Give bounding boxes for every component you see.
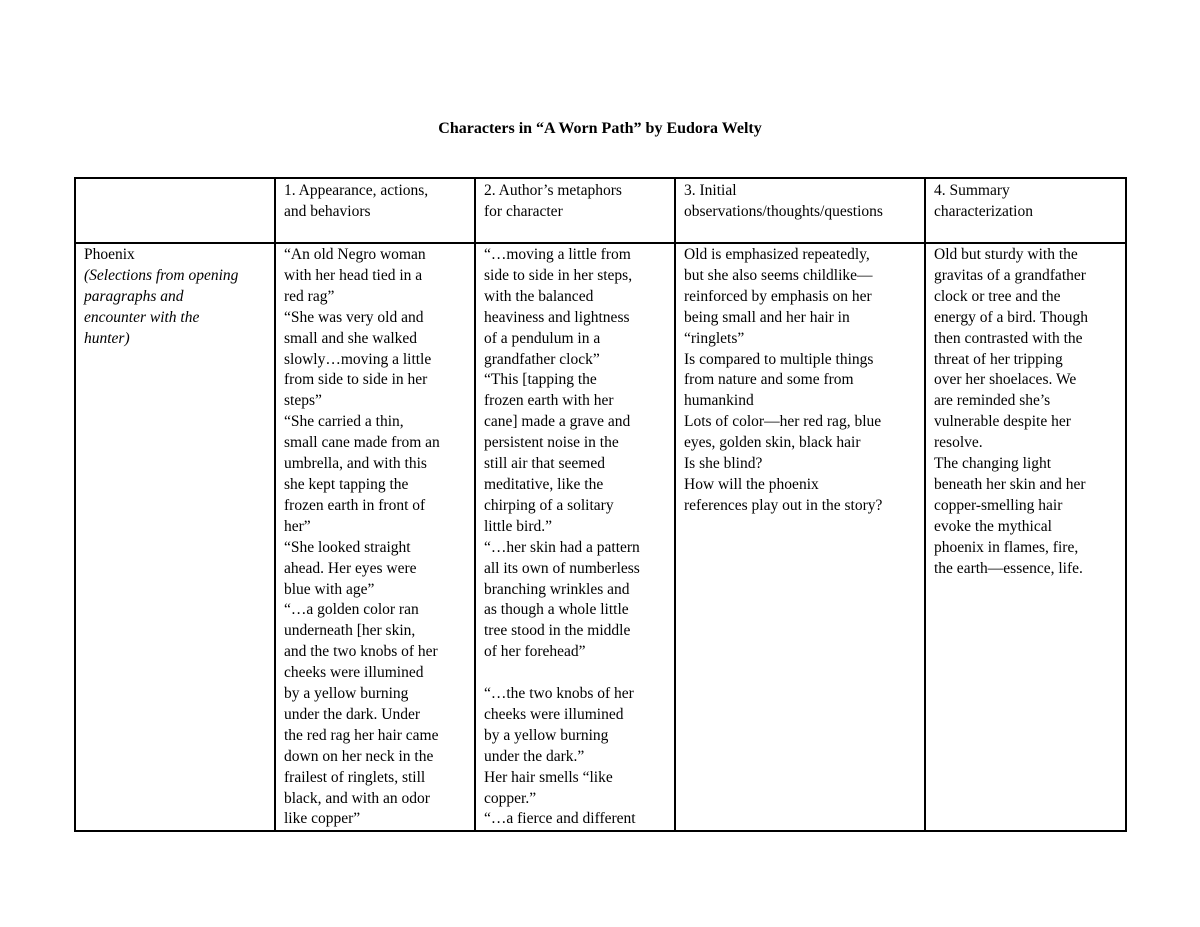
observation-line: How will the phoenix	[684, 475, 819, 493]
metaphor-line: “…her skin had a pattern	[484, 538, 640, 556]
summary-line: beneath her skin and her	[934, 475, 1086, 493]
character-name: Phoenix	[84, 246, 135, 263]
summary-line: evoke the mythical	[934, 517, 1052, 535]
summary-line: vulnerable despite her	[934, 413, 1071, 431]
metaphor-line: as though a whole little	[484, 601, 629, 619]
summary-line: The changing light	[934, 455, 1052, 473]
metaphor-line: still air that seemed	[484, 455, 605, 473]
summary-line: gravitas of a grandfather	[934, 266, 1086, 284]
metaphor-line: “…a fierce and different	[484, 810, 636, 828]
metaphor-line: “…moving a little from	[484, 246, 631, 263]
header-row	[75, 178, 1126, 243]
observation-line: Lots of color—her red rag, blue	[684, 413, 882, 431]
metaphor-line: by a yellow burning	[484, 726, 609, 744]
metaphor-line: frozen earth with her	[484, 392, 614, 410]
appearance-line: her”	[284, 517, 311, 535]
appearance-line: “She was very old and	[284, 308, 424, 326]
summary-line: then contrasted with the	[934, 329, 1083, 347]
character-name-cell	[75, 243, 275, 831]
appearance-line: small cane made from an	[284, 434, 440, 452]
metaphor-line: “This [tapping the	[484, 371, 597, 389]
header-cell-observations	[675, 178, 925, 243]
observation-line: but she also seems childlike—	[684, 266, 873, 284]
metaphor-line: chirping of a solitary	[484, 496, 614, 514]
header-line: observations/thoughts/questions	[684, 202, 883, 220]
note-line: encounter with the	[84, 308, 200, 326]
appearance-line: red rag”	[284, 287, 335, 305]
header-line: 2. Author’s metaphors	[484, 182, 622, 199]
metaphor-line: all its own of numberless	[484, 559, 640, 577]
metaphor-line: with the balanced	[484, 287, 594, 305]
appearance-line: underneath [her skin,	[284, 622, 416, 640]
appearance-line: under the dark. Under	[284, 705, 421, 723]
metaphor-line: under the dark.”	[484, 747, 585, 765]
observations-cell	[675, 243, 925, 831]
character-note	[84, 266, 268, 350]
metaphor-line: little bird.”	[484, 517, 553, 535]
header-cell-summary	[925, 178, 1126, 243]
summary-line: clock or tree and the	[934, 287, 1061, 305]
appearance-line: ahead. Her eyes were	[284, 559, 417, 577]
header-line: characterization	[934, 202, 1033, 220]
metaphor-line: tree stood in the middle	[484, 622, 631, 640]
summary-cell	[925, 243, 1126, 831]
appearance-line: frailest of ringlets, still	[284, 768, 426, 786]
header-line: 1. Appearance, actions,	[284, 182, 429, 199]
appearance-line: “She carried a thin,	[284, 413, 404, 431]
document-title: Characters in “A Worn Path” by Eudora Welty	[438, 120, 762, 137]
summary-line: Old but sturdy with the	[934, 246, 1078, 263]
metaphor-line: of a pendulum in a	[484, 329, 601, 347]
header-cell-appearance	[275, 178, 475, 243]
paragraph-gap	[484, 663, 668, 684]
appearance-line: blue with age”	[284, 580, 375, 598]
metaphor-line: side to side in her steps,	[484, 266, 633, 284]
metaphor-line: cheeks were illumined	[484, 705, 624, 723]
observation-line: Old is emphasized repeatedly,	[684, 246, 870, 263]
appearance-line: down on her neck in the	[284, 747, 434, 765]
summary-line: over her shoelaces. We	[934, 371, 1077, 389]
observation-line: references play out in the story?	[684, 496, 883, 514]
character-table	[74, 177, 1127, 832]
note-line: (Selections from opening	[84, 266, 239, 284]
header-line: 4. Summary	[934, 182, 1010, 199]
appearance-line: slowly…moving a little	[284, 350, 432, 368]
appearance-line: she kept tapping the	[284, 475, 409, 493]
metaphor-line: copper.”	[484, 789, 537, 807]
header-line: 3. Initial	[684, 182, 737, 199]
appearance-line: with her head tied in a	[284, 266, 423, 284]
appearance-line: frozen earth in front of	[284, 496, 426, 514]
summary-line: threat of her tripping	[934, 350, 1063, 368]
appearance-line: like copper”	[284, 810, 361, 828]
metaphor-line: persistent noise in the	[484, 434, 619, 452]
metaphor-line: meditative, like the	[484, 475, 604, 493]
metaphors-cell	[475, 243, 675, 831]
metaphor-line: of her forehead”	[484, 643, 586, 661]
summary-line: phoenix in flames, fire,	[934, 538, 1079, 556]
header-cell-empty	[75, 178, 275, 243]
summary-line: are reminded she’s	[934, 392, 1051, 410]
metaphor-line: Her hair smells “like	[484, 768, 613, 786]
summary-line: copper-smelling hair	[934, 496, 1063, 514]
note-line: hunter)	[84, 329, 130, 347]
observation-line: humankind	[684, 392, 754, 410]
metaphor-line: cane] made a grave and	[484, 413, 631, 431]
observation-line: “ringlets”	[684, 329, 745, 347]
observation-line: Is she blind?	[684, 455, 763, 473]
appearance-line: “…a golden color ran	[284, 601, 419, 619]
summary-line: resolve.	[934, 434, 983, 452]
header-line: and behaviors	[284, 202, 371, 220]
appearance-line: black, and with an odor	[284, 789, 430, 807]
metaphor-line: branching wrinkles and	[484, 580, 630, 598]
observation-line: eyes, golden skin, black hair	[684, 434, 861, 452]
appearance-cell	[275, 243, 475, 831]
observation-line: being small and her hair in	[684, 308, 850, 326]
appearance-line: “An old Negro woman	[284, 246, 426, 263]
appearance-line: the red rag her hair came	[284, 726, 439, 744]
appearance-line: from side to side in her	[284, 371, 428, 389]
appearance-line: and the two knobs of her	[284, 643, 438, 661]
note-line: paragraphs and	[84, 287, 184, 305]
observation-line: Is compared to multiple things	[684, 350, 874, 368]
header-cell-metaphors	[475, 178, 675, 243]
character-row	[75, 243, 1126, 831]
metaphor-line: heaviness and lightness	[484, 308, 630, 326]
appearance-line: “She looked straight	[284, 538, 411, 556]
summary-line: the earth—essence, life.	[934, 559, 1083, 577]
observation-line: reinforced by emphasis on her	[684, 287, 872, 305]
appearance-line: umbrella, and with this	[284, 455, 427, 473]
observation-line: from nature and some from	[684, 371, 854, 389]
appearance-line: small and she walked	[284, 329, 418, 347]
appearance-line: by a yellow burning	[284, 685, 409, 703]
appearance-line: cheeks were illumined	[284, 664, 424, 682]
header-line: for character	[484, 202, 563, 220]
metaphor-line: “…the two knobs of her	[484, 685, 634, 703]
summary-line: energy of a bird. Though	[934, 308, 1088, 326]
metaphor-line: grandfather clock”	[484, 350, 600, 368]
appearance-line: steps”	[284, 392, 322, 410]
